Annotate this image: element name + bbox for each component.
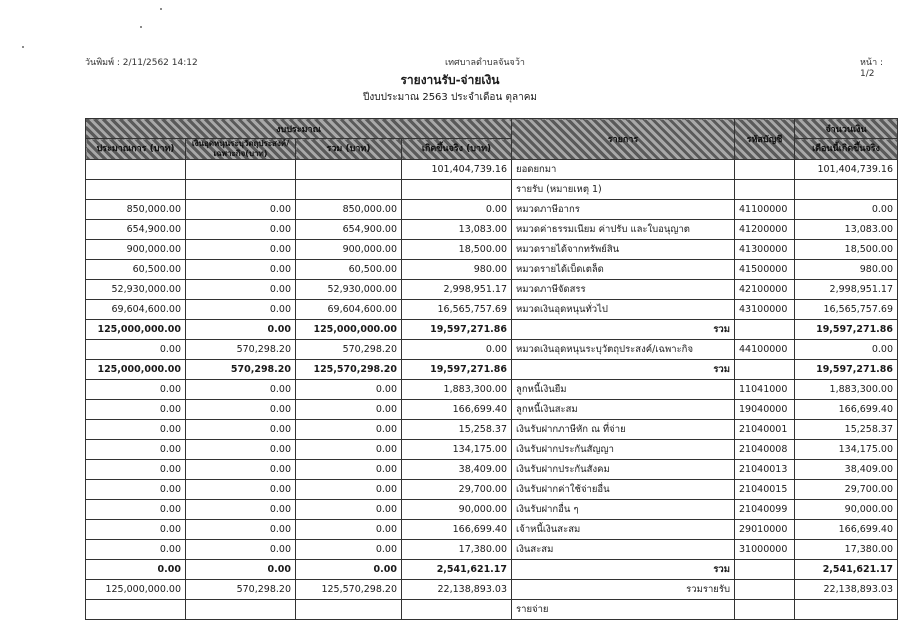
actual-cell: 2,541,621.17	[402, 560, 512, 580]
total-cell: 125,570,298.20	[296, 580, 402, 600]
table-row	[86, 460, 898, 480]
table-row	[86, 500, 898, 520]
item-cell: เงินรับฝากค่าใช้จ่ายอื่น	[512, 480, 735, 500]
item-cell: ลูกหนี้เงินยืม	[512, 380, 735, 400]
actual-cell: 134,175.00	[402, 440, 512, 460]
item-cell: เงินสะสม	[512, 540, 735, 560]
actual-cell: 166,699.40	[402, 400, 512, 420]
actual-cell: 16,565,757.69	[402, 300, 512, 320]
item-cell: รวม	[512, 360, 735, 380]
month-actual-cell: 16,565,757.69	[795, 300, 898, 320]
report-subtitle: ปีงบประมาณ 2563 ประจำเดือน ตุลาคม	[363, 92, 537, 103]
total-cell: 570,298.20	[296, 340, 402, 360]
account-code-cell	[735, 560, 795, 580]
special-subsidy-cell: 570,298.20	[186, 580, 296, 600]
budget-cell: 900,000.00	[86, 240, 186, 260]
special-subsidy-cell: 0.00	[186, 380, 296, 400]
account-code-cell	[735, 320, 795, 340]
month-actual-cell: 17,380.00	[795, 540, 898, 560]
total-cell: 125,000,000.00	[296, 320, 402, 340]
special-subsidy-cell: 0.00	[186, 280, 296, 300]
table-row	[86, 580, 898, 600]
special-subsidy-cell: 0.00	[186, 220, 296, 240]
item-cell: เงินรับฝากประกันสังคม	[512, 460, 735, 480]
item-cell: หมวดรายได้จากทรัพย์สิน	[512, 240, 735, 260]
scan-speck	[140, 26, 142, 28]
total-cell	[296, 600, 402, 620]
item-cell: หมวดภาษีจัดสรร	[512, 280, 735, 300]
item-cell: หมวดค่าธรรมเนียม ค่าปรับ และใบอนุญาต	[512, 220, 735, 240]
month-actual-cell	[795, 600, 898, 620]
account-code-cell: 44100000	[735, 340, 795, 360]
special-subsidy-cell	[186, 160, 296, 180]
month-actual-cell	[795, 180, 898, 200]
budget-cell: 52,930,000.00	[86, 280, 186, 300]
actual-cell: 15,258.37	[402, 420, 512, 440]
table-row	[86, 560, 898, 580]
actual-cell	[402, 600, 512, 620]
report-title: รายงานรับ-จ่ายเงิน	[400, 73, 500, 87]
actual-cell: 980.00	[402, 260, 512, 280]
header-special-subsidy: เงินอุดหนุนระบุวัตถุประสงค์/เฉพาะกิจ(บาท)	[186, 139, 296, 160]
account-code-cell: 11041000	[735, 380, 795, 400]
header-item: รายการ	[512, 119, 735, 160]
special-subsidy-cell: 0.00	[186, 500, 296, 520]
special-subsidy-cell: 570,298.20	[186, 340, 296, 360]
total-cell	[296, 180, 402, 200]
table-row	[86, 180, 898, 200]
budget-cell: 0.00	[86, 400, 186, 420]
table-row	[86, 540, 898, 560]
budget-cell: 654,900.00	[86, 220, 186, 240]
account-code-cell	[735, 180, 795, 200]
budget-cell: 0.00	[86, 460, 186, 480]
item-cell: หมวดรายได้เบ็ดเตล็ด	[512, 260, 735, 280]
page-number: หน้า : 1/2	[860, 58, 884, 79]
header-amount-group: จำนวนเงิน	[795, 119, 898, 139]
total-cell: 0.00	[296, 420, 402, 440]
item-cell: เงินรับฝากภาษีหัก ณ ที่จ่าย	[512, 420, 735, 440]
account-code-cell: 21040015	[735, 480, 795, 500]
month-actual-cell: 134,175.00	[795, 440, 898, 460]
table-row	[86, 200, 898, 220]
budget-cell	[86, 160, 186, 180]
month-actual-cell: 101,404,739.16	[795, 160, 898, 180]
month-actual-cell: 19,597,271.86	[795, 320, 898, 340]
account-code-cell: 41300000	[735, 240, 795, 260]
actual-cell: 19,597,271.86	[402, 320, 512, 340]
total-cell: 0.00	[296, 440, 402, 460]
total-cell: 0.00	[296, 560, 402, 580]
special-subsidy-cell: 0.00	[186, 260, 296, 280]
actual-cell	[402, 180, 512, 200]
actual-cell: 38,409.00	[402, 460, 512, 480]
item-cell: รวมรายรับ	[512, 580, 735, 600]
budget-cell: 0.00	[86, 380, 186, 400]
total-cell: 52,930,000.00	[296, 280, 402, 300]
actual-cell: 2,998,951.17	[402, 280, 512, 300]
header-total: รวม (บาท)	[296, 139, 402, 160]
total-cell: 0.00	[296, 520, 402, 540]
item-cell: ยอดยกมา	[512, 160, 735, 180]
item-cell: เงินรับฝากประกันสัญญา	[512, 440, 735, 460]
month-actual-cell: 22,138,893.03	[795, 580, 898, 600]
account-code-cell: 21040013	[735, 460, 795, 480]
account-code-cell	[735, 360, 795, 380]
actual-cell: 13,083.00	[402, 220, 512, 240]
actual-cell: 0.00	[402, 340, 512, 360]
month-actual-cell: 1,883,300.00	[795, 380, 898, 400]
item-cell: หมวดเงินอุดหนุนทั่วไป	[512, 300, 735, 320]
item-cell: รวม	[512, 560, 735, 580]
month-actual-cell: 18,500.00	[795, 240, 898, 260]
special-subsidy-cell: 0.00	[186, 320, 296, 340]
table-row	[86, 380, 898, 400]
print-date: วันพิมพ์ : 2/11/2562 14:12	[85, 58, 198, 68]
special-subsidy-cell: 0.00	[186, 300, 296, 320]
account-code-cell: 19040000	[735, 400, 795, 420]
total-cell: 60,500.00	[296, 260, 402, 280]
item-cell: เจ้าหนี้เงินสะสม	[512, 520, 735, 540]
budget-cell: 0.00	[86, 560, 186, 580]
table-row	[86, 280, 898, 300]
month-actual-cell: 2,998,951.17	[795, 280, 898, 300]
special-subsidy-cell: 0.00	[186, 440, 296, 460]
actual-cell: 29,700.00	[402, 480, 512, 500]
budget-cell: 125,000,000.00	[86, 320, 186, 340]
item-cell: หมวดเงินอุดหนุนระบุวัตถุประสงค์/เฉพาะกิจ	[512, 340, 735, 360]
total-cell: 0.00	[296, 500, 402, 520]
total-cell: 125,570,298.20	[296, 360, 402, 380]
account-code-cell: 31000000	[735, 540, 795, 560]
total-cell: 0.00	[296, 480, 402, 500]
month-actual-cell: 90,000.00	[795, 500, 898, 520]
budget-cell: 0.00	[86, 420, 186, 440]
special-subsidy-cell: 0.00	[186, 420, 296, 440]
account-code-cell: 42100000	[735, 280, 795, 300]
total-cell: 69,604,600.00	[296, 300, 402, 320]
special-subsidy-cell: 570,298.20	[186, 360, 296, 380]
item-cell: รายรับ (หมายเหตุ 1)	[512, 180, 735, 200]
total-cell: 654,900.00	[296, 220, 402, 240]
header-actual: เกิดขึ้นจริง (บาท)	[402, 139, 512, 160]
special-subsidy-cell: 0.00	[186, 240, 296, 260]
month-actual-cell: 29,700.00	[795, 480, 898, 500]
actual-cell: 101,404,739.16	[402, 160, 512, 180]
table-row	[86, 300, 898, 320]
total-cell: 0.00	[296, 380, 402, 400]
item-cell: รวม	[512, 320, 735, 340]
actual-cell: 1,883,300.00	[402, 380, 512, 400]
table-row	[86, 440, 898, 460]
special-subsidy-cell: 0.00	[186, 480, 296, 500]
table-row	[86, 320, 898, 340]
actual-cell: 0.00	[402, 200, 512, 220]
month-actual-cell: 166,699.40	[795, 400, 898, 420]
table-row	[86, 260, 898, 280]
total-cell	[296, 160, 402, 180]
header-budget: ประมาณการ (บาท)	[86, 139, 186, 160]
budget-cell: 0.00	[86, 440, 186, 460]
special-subsidy-cell: 0.00	[186, 460, 296, 480]
budget-cell: 0.00	[86, 520, 186, 540]
special-subsidy-cell: 0.00	[186, 200, 296, 220]
budget-cell: 60,500.00	[86, 260, 186, 280]
month-actual-cell: 166,699.40	[795, 520, 898, 540]
table-row	[86, 220, 898, 240]
actual-cell: 90,000.00	[402, 500, 512, 520]
special-subsidy-cell	[186, 180, 296, 200]
table-row	[86, 360, 898, 380]
header-account-code: รหัสบัญชี	[735, 119, 795, 160]
month-actual-cell: 19,597,271.86	[795, 360, 898, 380]
actual-cell: 22,138,893.03	[402, 580, 512, 600]
budget-cell	[86, 600, 186, 620]
total-cell: 900,000.00	[296, 240, 402, 260]
actual-cell: 166,699.40	[402, 520, 512, 540]
receipt-payment-table	[85, 118, 898, 620]
special-subsidy-cell: 0.00	[186, 520, 296, 540]
special-subsidy-cell: 0.00	[186, 400, 296, 420]
budget-cell: 125,000,000.00	[86, 580, 186, 600]
month-actual-cell: 15,258.37	[795, 420, 898, 440]
account-code-cell: 41500000	[735, 260, 795, 280]
table-row	[86, 160, 898, 180]
account-code-cell: 21040008	[735, 440, 795, 460]
account-code-cell: 21040099	[735, 500, 795, 520]
table-row	[86, 520, 898, 540]
budget-cell: 0.00	[86, 340, 186, 360]
special-subsidy-cell: 0.00	[186, 540, 296, 560]
account-code-cell	[735, 600, 795, 620]
account-code-cell	[735, 580, 795, 600]
budget-cell: 0.00	[86, 500, 186, 520]
scan-speck	[160, 8, 162, 10]
actual-cell: 18,500.00	[402, 240, 512, 260]
month-actual-cell: 0.00	[795, 340, 898, 360]
organization-name: เทศบาลตำบลจันจว้า	[445, 58, 525, 68]
item-cell: ลูกหนี้เงินสะสม	[512, 400, 735, 420]
table-row	[86, 400, 898, 420]
account-code-cell: 41100000	[735, 200, 795, 220]
total-cell: 0.00	[296, 400, 402, 420]
month-actual-cell: 0.00	[795, 200, 898, 220]
total-cell: 850,000.00	[296, 200, 402, 220]
actual-cell: 19,597,271.86	[402, 360, 512, 380]
scan-speck	[22, 46, 24, 48]
special-subsidy-cell	[186, 600, 296, 620]
account-code-cell	[735, 160, 795, 180]
table-row	[86, 240, 898, 260]
budget-cell	[86, 180, 186, 200]
account-code-cell: 21040001	[735, 420, 795, 440]
month-actual-cell: 13,083.00	[795, 220, 898, 240]
total-cell: 0.00	[296, 460, 402, 480]
actual-cell: 17,380.00	[402, 540, 512, 560]
budget-cell: 0.00	[86, 540, 186, 560]
budget-cell: 69,604,600.00	[86, 300, 186, 320]
budget-cell: 0.00	[86, 480, 186, 500]
account-code-cell: 41200000	[735, 220, 795, 240]
account-code-cell: 29010000	[735, 520, 795, 540]
month-actual-cell: 2,541,621.17	[795, 560, 898, 580]
budget-cell: 125,000,000.00	[86, 360, 186, 380]
special-subsidy-cell: 0.00	[186, 560, 296, 580]
month-actual-cell: 980.00	[795, 260, 898, 280]
table-row	[86, 340, 898, 360]
item-cell: รายจ่าย	[512, 600, 735, 620]
total-cell: 0.00	[296, 540, 402, 560]
table-row	[86, 480, 898, 500]
month-actual-cell: 38,409.00	[795, 460, 898, 480]
header-month-actual: เดือนนี้เกิดขึ้นจริง	[795, 139, 898, 160]
table-row	[86, 600, 898, 620]
account-code-cell: 43100000	[735, 300, 795, 320]
table-row	[86, 420, 898, 440]
header-budget-group: งบประมาณ	[86, 119, 512, 139]
item-cell: เงินรับฝากอื่น ๆ	[512, 500, 735, 520]
budget-cell: 850,000.00	[86, 200, 186, 220]
item-cell: หมวดภาษีอากร	[512, 200, 735, 220]
